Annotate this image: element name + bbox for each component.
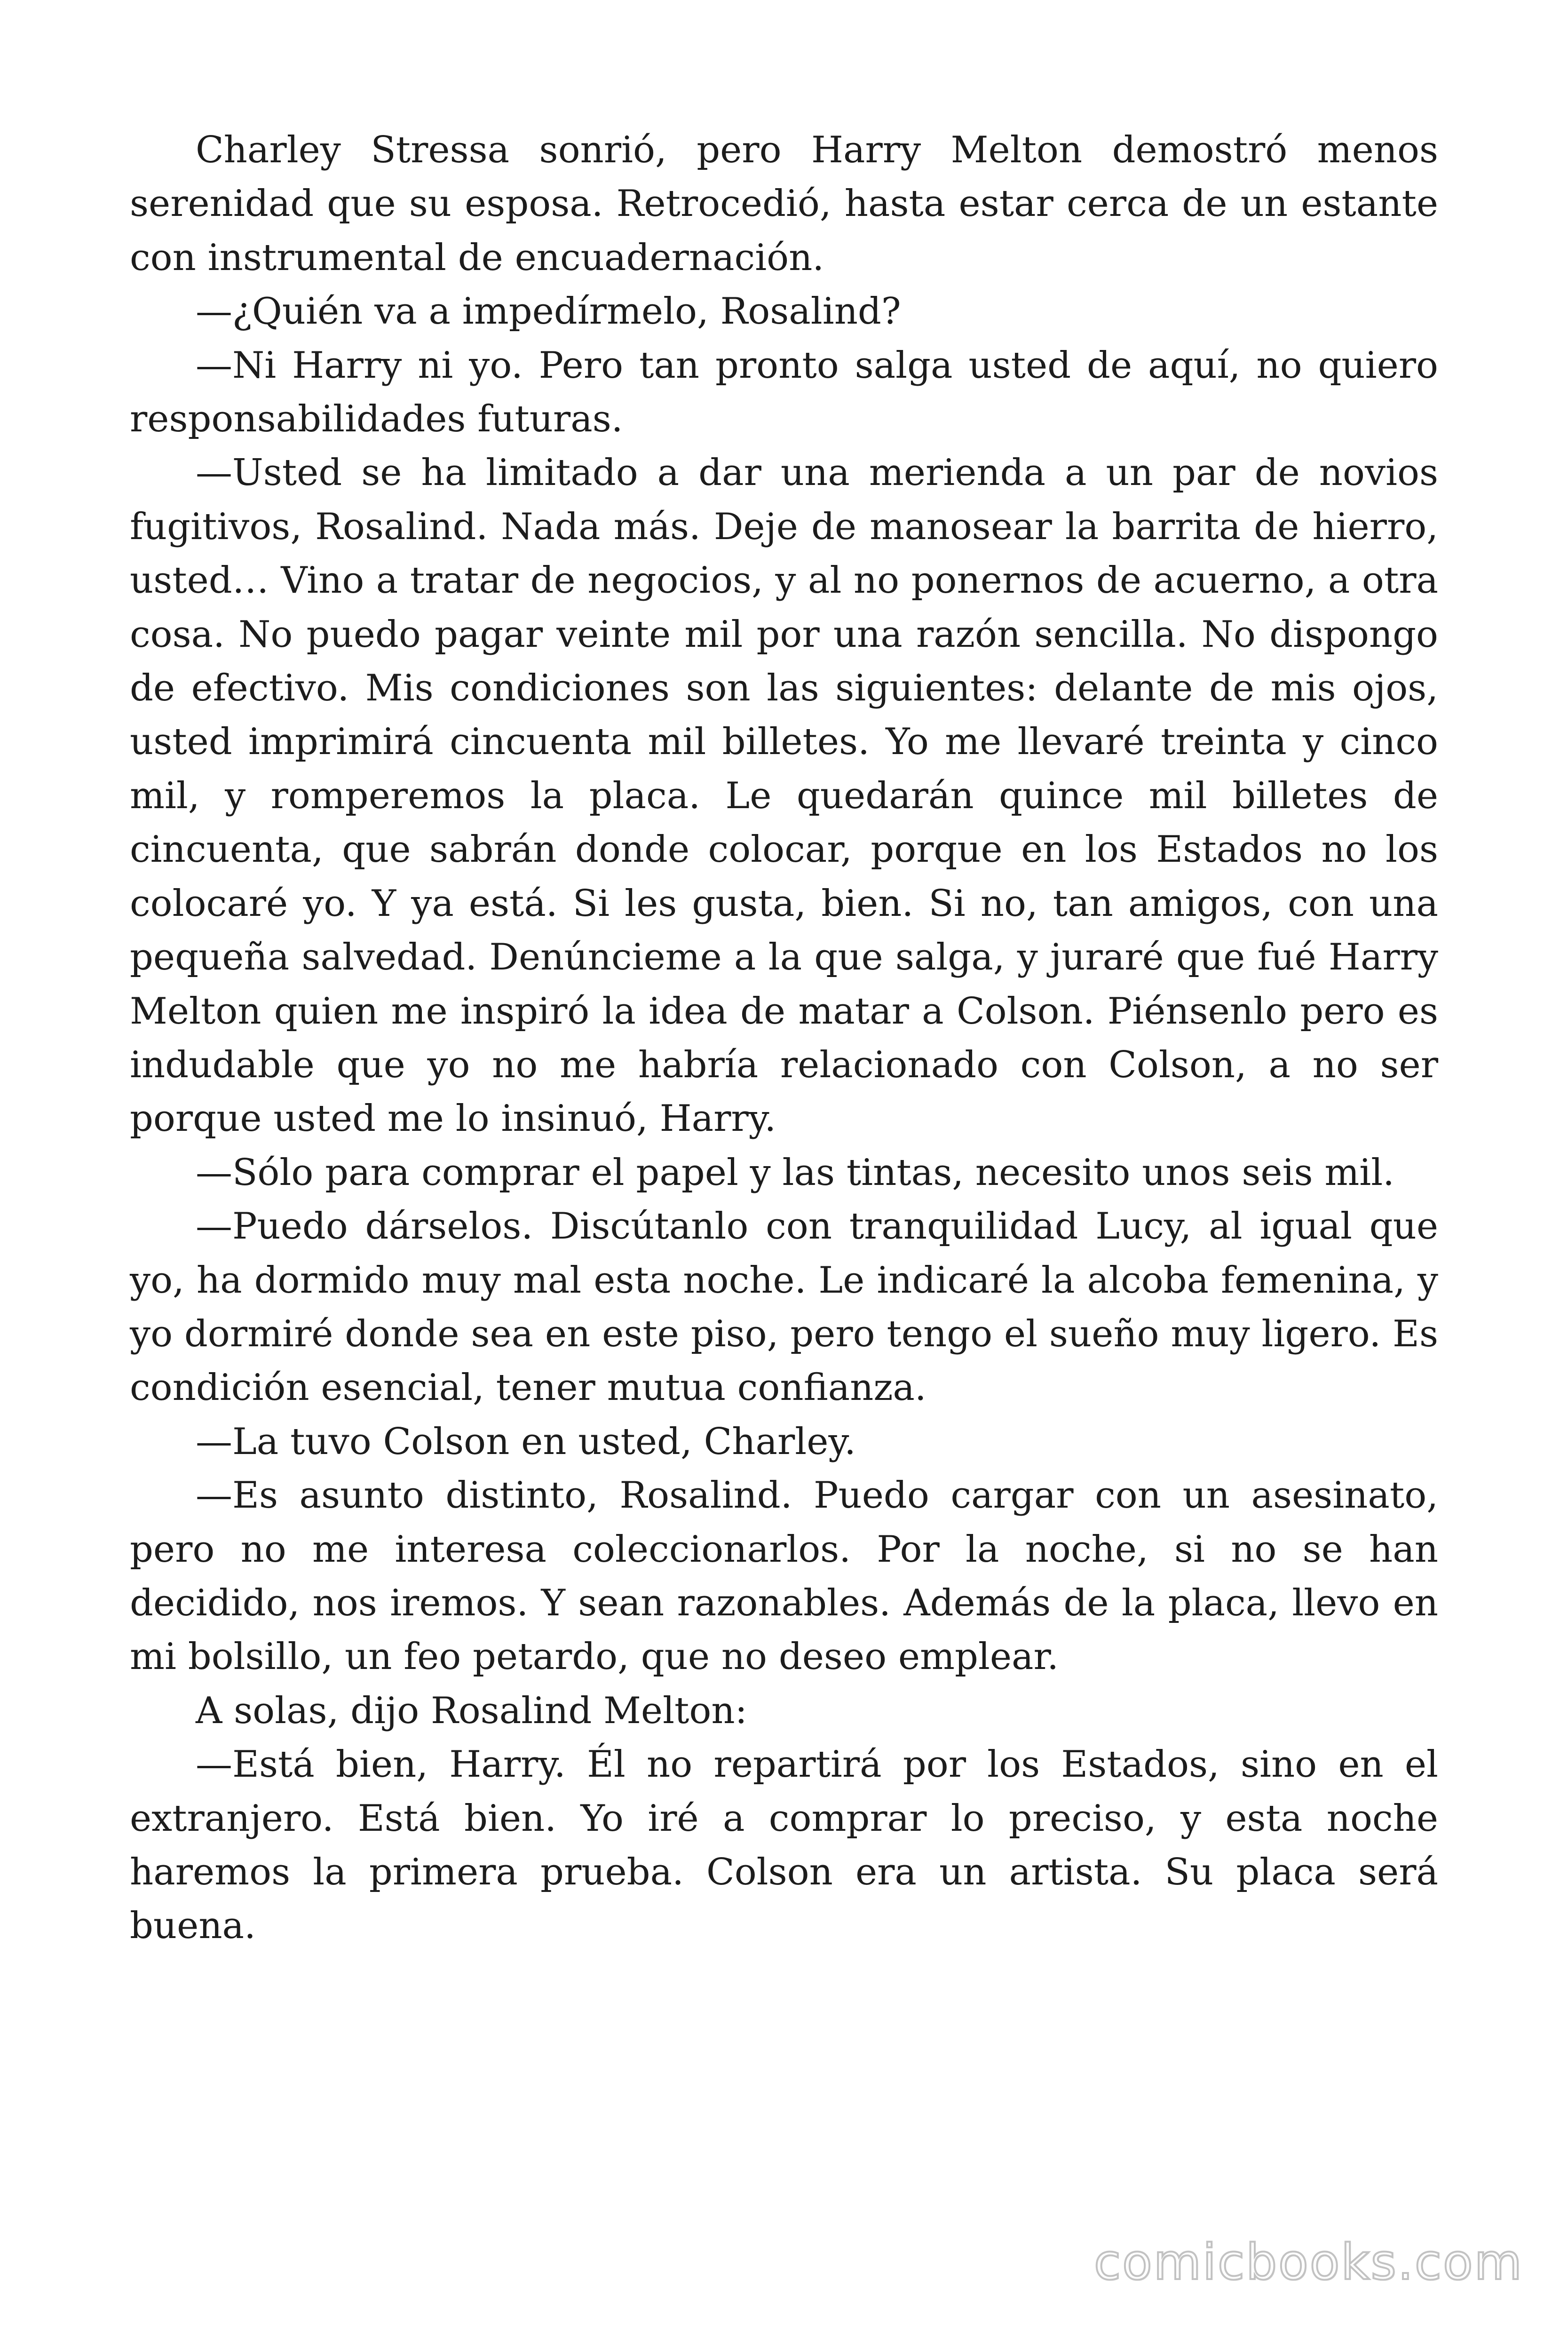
paragraph: —Está bien, Harry. Él no repartirá por los Estados, sino en el extranjero. Está bien. Yo iré a comprar lo preciso, y esta noche haremos la primera prueba. Colson era un artista. Su placa será buena. [130, 1743, 1438, 1947]
paragraph: —Es asunto distinto, Rosalind. Puedo cargar con un asesinato, pero no me interesa coleccionarlos. Por la noche, si no se han decidido, nos iremos. Y sean razonables. Además de la placa, llevo en mi bolsillo, un feo petardo, que no deseo emplear. [130, 1474, 1438, 1678]
paragraph: Charley Stressa sonrió, pero Harry Melton demostró menos serenidad que su esposa. Retrocedió, hasta estar cerca de un estante con instrumental de encuadernación. [130, 129, 1438, 279]
paragraph: —¿Quién va a impedírmelo, Rosalind? [196, 290, 901, 333]
paragraph: —Puedo dárselos. Discútanlo con tranquilidad Lucy, al igual que yo, ha dormido muy mal esta noche. Le indicaré la alcoba femenina, y yo dormiré donde sea en este piso, pero tengo el sueño muy ligero. Es condición esencial, tener mutua confianza. [130, 1205, 1438, 1409]
paragraph: A solas, dijo Rosalind Melton: [196, 1689, 747, 1732]
paragraph: —Sólo para comprar el papel y las tintas, necesito unos seis mil. [196, 1151, 1394, 1194]
page-body-text [130, 123, 1438, 1953]
paragraph: —Ni Harry ni yo. Pero tan pronto salga usted de aquí, no quiero responsabilidades futuras. [130, 344, 1438, 441]
paragraph: —La tuvo Colson en usted, Charley. [196, 1420, 856, 1463]
watermark: comicbooks.com [1093, 2233, 1523, 2291]
paragraph: —Usted se ha limitado a dar una merienda a un par de novios fugitivos, Rosalind. Nada más. Deje de manosear la barrita de hierro, usted… Vino a tratar de negocios, y al no ponernos de acuerno, a otra cosa. No puedo pagar veinte mil por una razón sencilla. No dispongo de efectivo. Mis condiciones son las siguientes: delante de mis ojos, usted imprimirá cincuenta mil billetes. Yo me llevaré treinta y cinco mil, y romperemos la placa. Le quedarán quince mil billetes de cincuenta, que sabrán donde colocar, porque en los Estados no los colocaré yo. Y ya está. Si les gusta, bien. Si no, tan amigos, con una pequeña salvedad. Denúncieme a la que salga, y juraré que fué Harry Melton quien me inspiró la idea de matar a Colson. Piénsenlo pero es indudable que yo no me habría relacionado con Colson, a no ser porque usted me lo insinuó, Harry. [130, 452, 1438, 1140]
